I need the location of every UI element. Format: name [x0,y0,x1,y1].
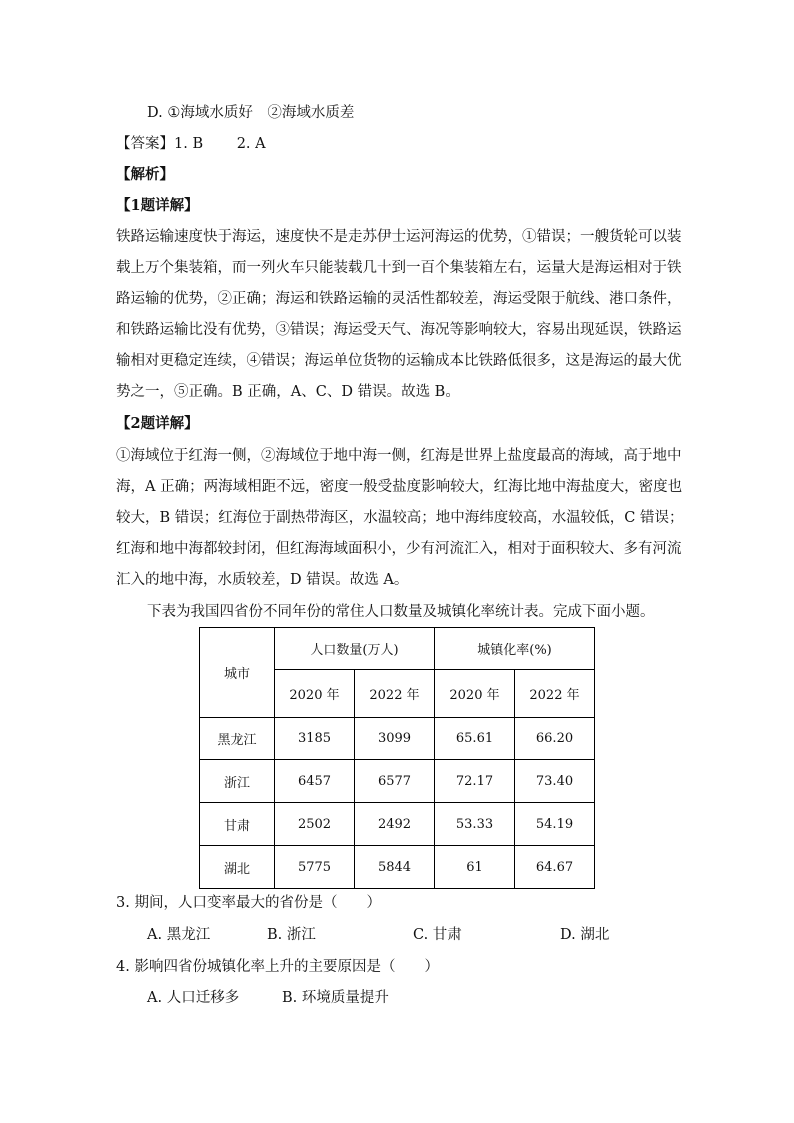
cell-city: 浙江 [200,760,275,803]
question-3-option-a[interactable]: A. 黑龙江 [147,927,211,943]
table-row [200,718,595,760]
cell-value: 53.33 [435,803,515,846]
header-city: 城市 [200,628,275,718]
header-year: 2022 年 [355,670,435,718]
q1-line: 载上万个集装箱，而一列火车只能装载几十到一百个集装箱左右，运量大是海运相对于铁 [116,260,682,276]
cell-value: 5844 [355,846,435,889]
q1-heading: 【1题详解】 [116,197,199,214]
question-4-stem: 4. 影响四省份城镇化率上升的主要原因是（ ） [116,959,439,975]
q2-explanation [116,441,684,596]
cell-value: 5775 [275,846,355,889]
answer-line: 【答案】1. B 2. A [116,136,266,152]
question-3-option-b[interactable]: B. 浙江 [267,927,316,943]
cell-city: 黑龙江 [200,718,275,760]
q1-line: 和铁路运输比没有优势，③错误；海运受天气、海况等影响较大，容易出现延误，铁路运 [116,322,682,338]
cell-city: 甘肃 [200,803,275,846]
cell-value: 64.67 [515,846,595,889]
q2-line: 海，A 正确；两海域相距不远，密度一般受盐度影响较大，红海比地中海盐度大，密度也 [116,479,683,495]
cell-value: 3099 [355,718,435,760]
q2-line: 较大，B 错误；红海位于副热带海区，水温较高；地中海纬度较高，水温较低，C 错误； [116,510,684,526]
header-population: 人口数量(万人) [275,628,435,670]
cell-value: 6457 [275,760,355,803]
cell-value: 72.17 [435,760,515,803]
header-year: 2022 年 [515,670,595,718]
cell-value: 6577 [355,760,435,803]
header-year: 2020 年 [435,670,515,718]
table-row [200,803,595,846]
q1-line: 势之一，⑤正确。B 正确，A、C、D 错误。故选 B。 [116,384,460,400]
cell-value: 73.40 [515,760,595,803]
table-row [200,760,595,803]
cell-value: 54.19 [515,803,595,846]
q2-line: ①海域位于红海一侧，②海域位于地中海一侧，红海是世界上盐度最高的海域，高于地中 [116,448,682,464]
table-row [200,846,595,889]
q1-line: 路运输的优势，②正确；海运和铁路运输的灵活性都较差，海运受限于航线、港口条件， [116,291,682,307]
cell-value: 3185 [275,718,355,760]
cell-value: 66.20 [515,718,595,760]
previous-option-d: D. ①海域水质好 ②海域水质差 [147,105,355,121]
q1-explanation [116,222,682,408]
population-urbanization-table [199,627,595,889]
question-3-option-c[interactable]: C. 甘肃 [413,927,462,943]
cell-value: 2492 [355,803,435,846]
cell-value: 2502 [275,803,355,846]
cell-value: 61 [435,846,515,889]
question-3-option-d[interactable]: D. 湖北 [560,927,610,943]
analysis-heading: 【解析】 [116,166,174,183]
q2-line: 红海和地中海都较封闭，但红海海域面积小，少有河流汇入，相对于面积较大、多有河流 [116,541,682,557]
question-3-stem: 3. 期间，人口变率最大的省份是（ ） [116,895,381,911]
table-intro: 下表为我国四省份不同年份的常住人口数量及城镇化率统计表。完成下面小题。 [147,604,655,620]
q2-heading: 【2题详解】 [116,415,199,432]
cell-value: 65.61 [435,718,515,760]
q2-line: 汇入的地中海，水质较差，D 错误。故选 A。 [116,572,409,588]
question-4-option-a[interactable]: A. 人口迁移多 [147,990,240,1006]
header-year: 2020 年 [275,670,355,718]
q1-line: 输相对更稳定连续，④错误；海运单位货物的运输成本比铁路低很多，这是海运的最大优 [116,353,682,369]
header-urbanization: 城镇化率(%) [435,628,595,670]
q1-line: 铁路运输速度快于海运，速度快不是走苏伊士运河海运的优势，①错误；一艘货轮可以装 [116,229,682,245]
cell-city: 湖北 [200,846,275,889]
question-4-option-b[interactable]: B. 环境质量提升 [282,990,389,1006]
